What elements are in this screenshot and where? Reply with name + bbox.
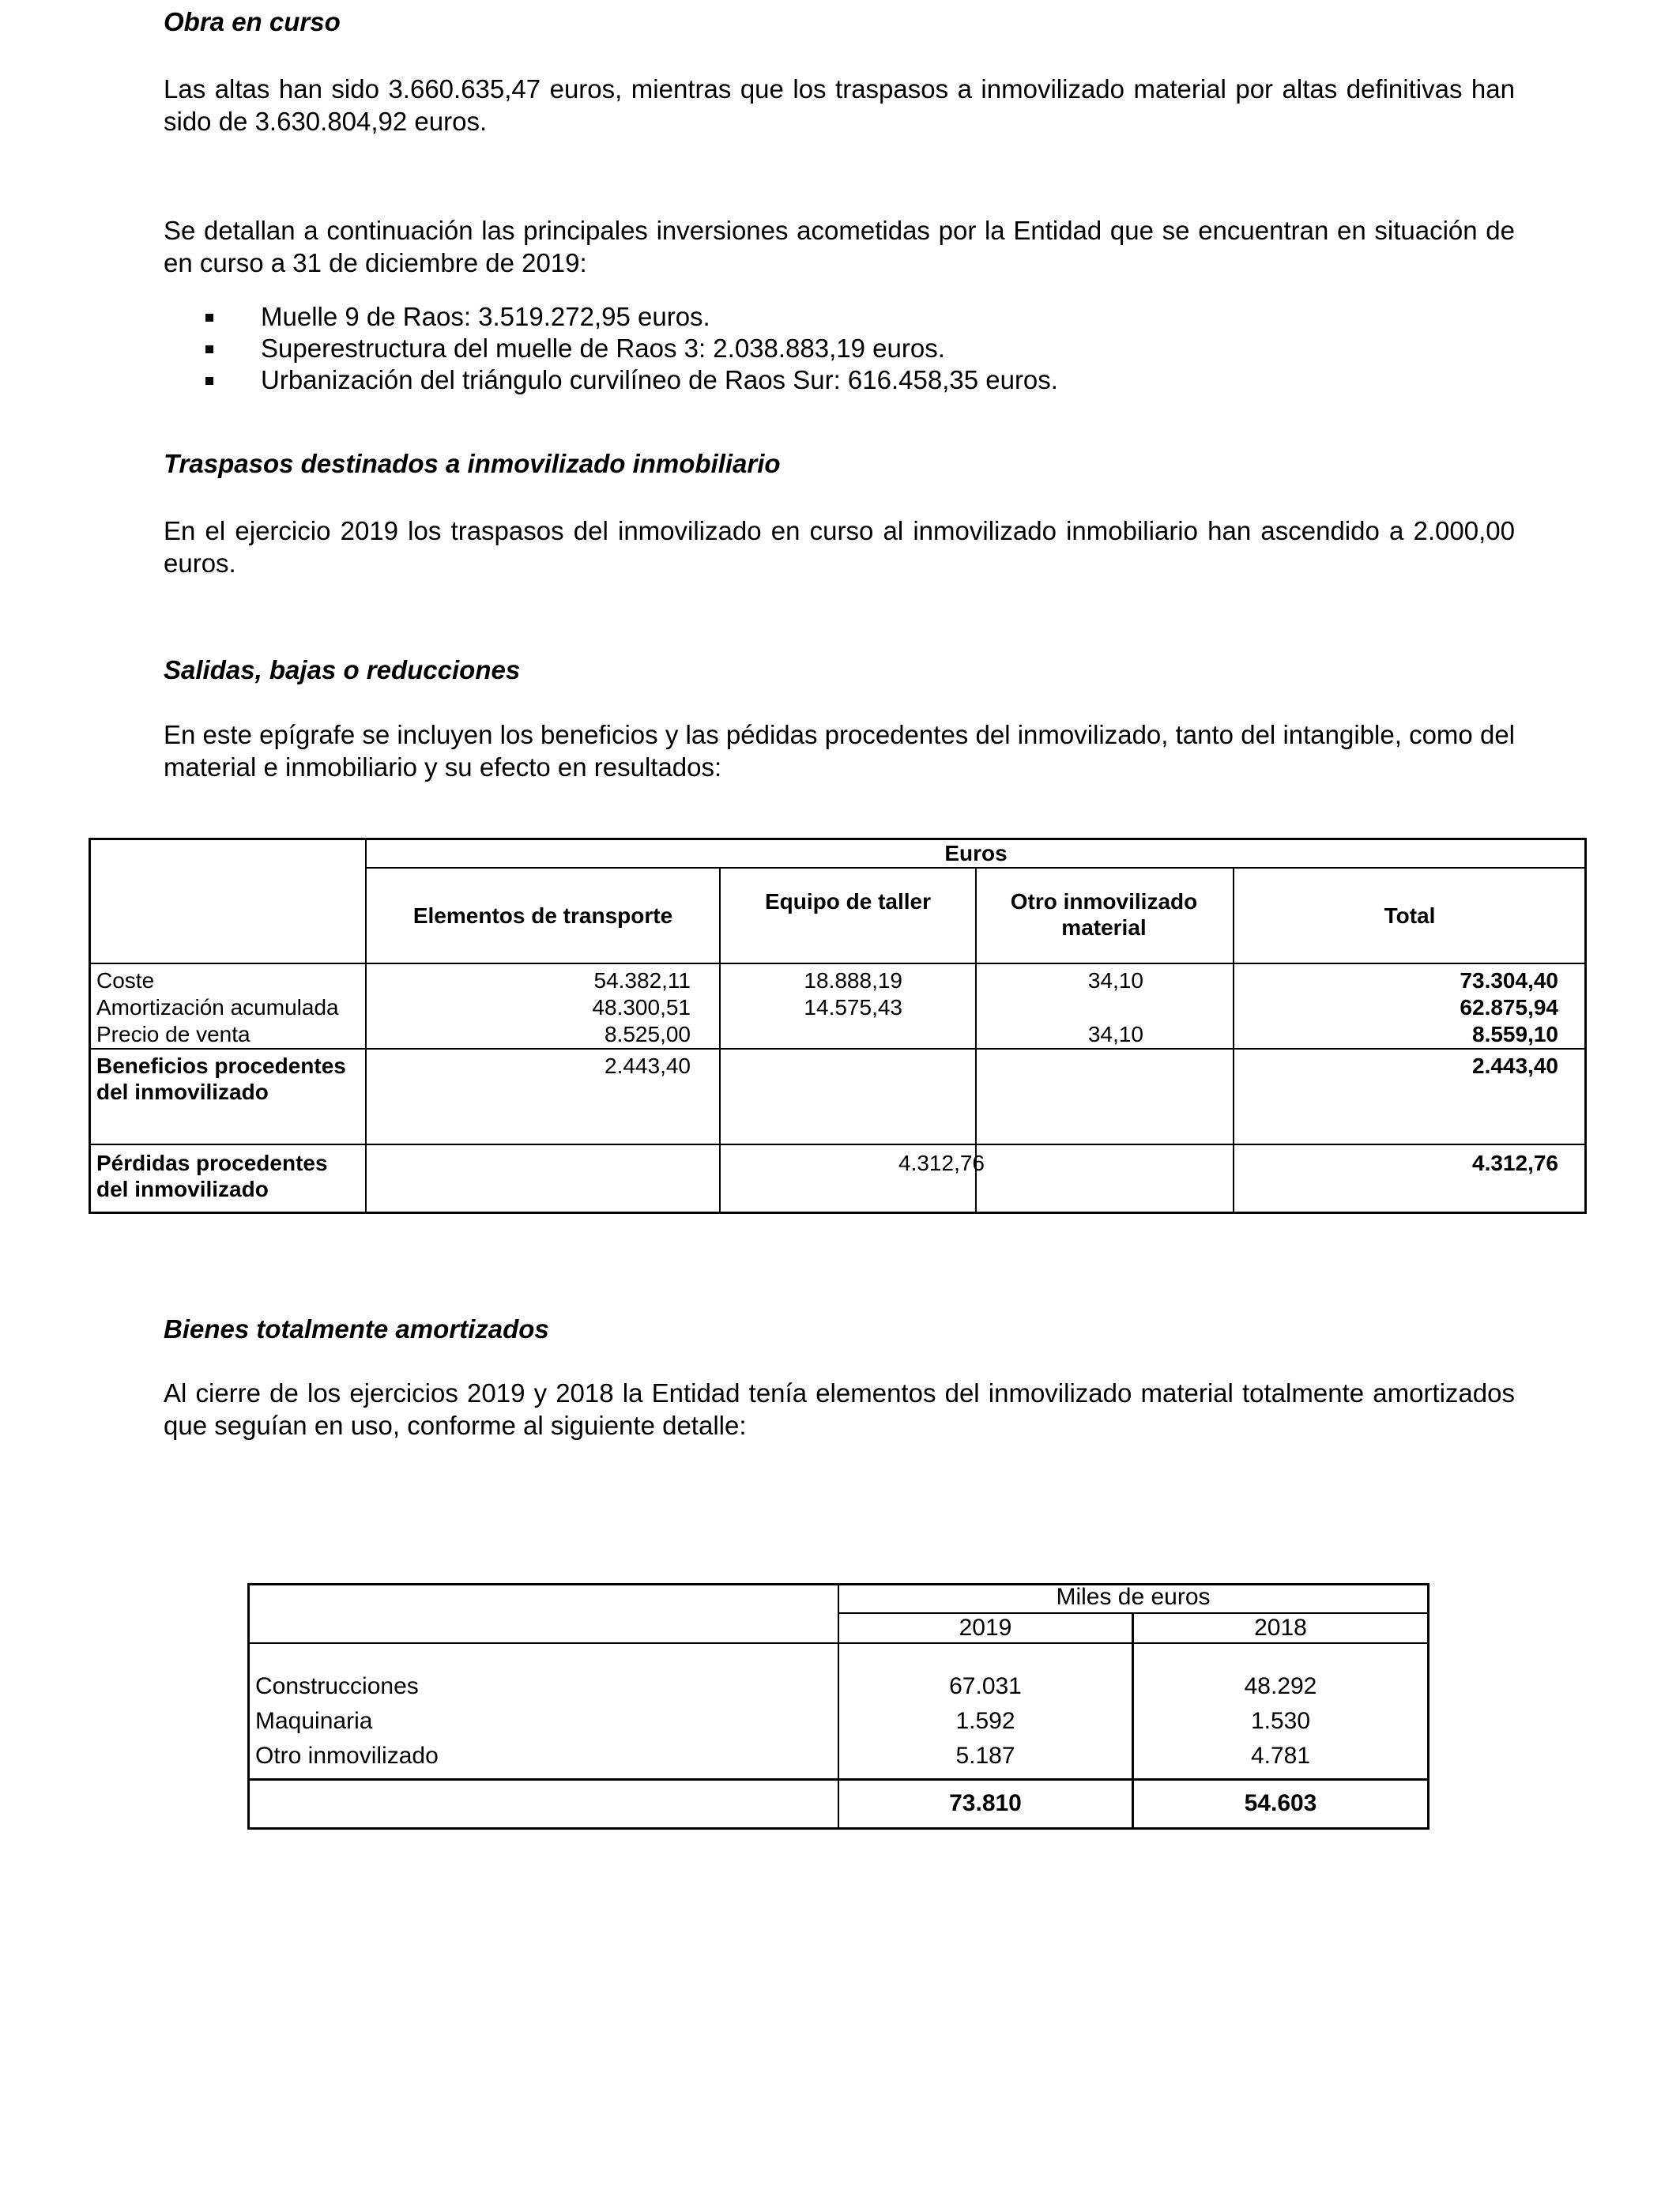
- column-header-2018: 2018: [1254, 1615, 1307, 1641]
- table-cell: 73.304,40: [1460, 968, 1558, 993]
- list-item: Urbanización del triángulo curvilíneo de Raos Sur: 616.458,35 euros.: [205, 364, 1058, 396]
- section-heading-traspasos: Traspasos destinados a inmovilizado inmobiliario: [164, 449, 781, 478]
- table-border: [1427, 1583, 1430, 1830]
- paragraph-inversiones: Se detallan a continuación las principales inversiones acometidas por la Entidad que se encuentran en situación de en curso a 31 de diciembre de 2019:: [164, 216, 1515, 277]
- table-cell: 48.292: [1244, 1673, 1317, 1699]
- row-label: Coste: [96, 968, 155, 993]
- table-cell: 2.443,40: [605, 1054, 691, 1078]
- table-rule: [89, 1144, 1587, 1145]
- total-cell: 73.810: [949, 1790, 1022, 1816]
- table-cell: 5.187: [955, 1743, 1015, 1769]
- table-cell: 54.382,11: [593, 968, 691, 993]
- section-heading-salidas: Salidas, bajas o reducciones: [164, 655, 521, 684]
- table-border: [247, 1583, 250, 1830]
- column-group-header: Euros: [944, 841, 1008, 865]
- section-heading-bienes: Bienes totalmente amortizados: [164, 1314, 549, 1344]
- table-cell: 18.888,19: [804, 968, 902, 993]
- total-cell: 54.603: [1244, 1790, 1317, 1816]
- row-label: Beneficios procedentes del inmovilizado: [96, 1054, 346, 1104]
- column-header: Total: [1384, 903, 1436, 928]
- paragraph-bienes: Al cierre de los ejercicios 2019 y 2018 la Entidad tenía elementos del inmovilizado material totalmente amortizados que seguían en uso, conforme al siguiente detalle:: [164, 1378, 1515, 1440]
- row-label: Otro inmovilizado: [255, 1743, 439, 1769]
- table-cell: 62.875,94: [1460, 995, 1558, 1020]
- table-cell: 1.530: [1250, 1708, 1311, 1734]
- table-cell: 34,10: [1087, 968, 1143, 993]
- column-header: Equipo de taller: [764, 889, 932, 914]
- row-label: Amortización acumulada: [96, 995, 339, 1020]
- row-label: Maquinaria: [255, 1708, 373, 1734]
- table-cell: 2.443,40: [1472, 1054, 1558, 1078]
- table-rule: [89, 963, 1587, 964]
- table-border: [1584, 838, 1587, 1214]
- table-rule: [89, 1048, 1587, 1050]
- row-label: Construcciones: [255, 1673, 419, 1699]
- row-label: Precio de venta: [96, 1022, 250, 1046]
- list-item: Muelle 9 de Raos: 3.519.272,95 euros.: [205, 301, 1058, 333]
- table-cell: 34,10: [1087, 1022, 1143, 1046]
- table-cell: 48.300,51: [592, 995, 691, 1020]
- column-header: Elementos de transporte: [412, 903, 673, 928]
- paragraph-altas: Las altas han sido 3.660.635,47 euros, mientras que los traspasos a inmovilizado material por altas definitivas han sido de 3.630.804,92 euros.: [164, 74, 1515, 136]
- section-heading-obra-en-curso: Obra en curso: [164, 7, 341, 36]
- table-border: [89, 838, 91, 1214]
- list-item: Superestructura del muelle de Raos 3: 2.038.883,19 euros.: [205, 333, 1058, 364]
- amortized-assets-table: [247, 1583, 1430, 1830]
- paragraph-salidas: En este epígrafe se incluyen los beneficios y las pédidas procedentes del inmovilizado, tanto del intangible, como del material e inmobiliario y su efecto en resultados:: [164, 720, 1515, 782]
- table-border: [89, 1212, 1587, 1214]
- results-table: [89, 838, 1587, 1214]
- table-cell: 4.781: [1250, 1743, 1311, 1769]
- table-cell: 4.312,76: [898, 1151, 985, 1175]
- column-header: Otro inmovilizado material: [1010, 889, 1198, 940]
- column-header-2019: 2019: [959, 1615, 1012, 1641]
- table-cell: 67.031: [949, 1673, 1022, 1699]
- table-cell: 4.312,76: [1472, 1151, 1558, 1175]
- investment-list: [205, 301, 1058, 396]
- table-cell: 1.592: [955, 1708, 1015, 1734]
- table-cell: 8.559,10: [1472, 1022, 1558, 1046]
- table-cell: 14.575,43: [804, 995, 902, 1020]
- column-group-header: Miles de euros: [1056, 1584, 1211, 1610]
- table-cell: 8.525,00: [605, 1022, 691, 1046]
- paragraph-traspasos: En el ejercicio 2019 los traspasos del inmovilizado en curso al inmovilizado inmobiliario han ascendido a 2.000,00 euros.: [164, 516, 1515, 578]
- row-label: Pérdidas procedentes del inmovilizado: [96, 1151, 328, 1201]
